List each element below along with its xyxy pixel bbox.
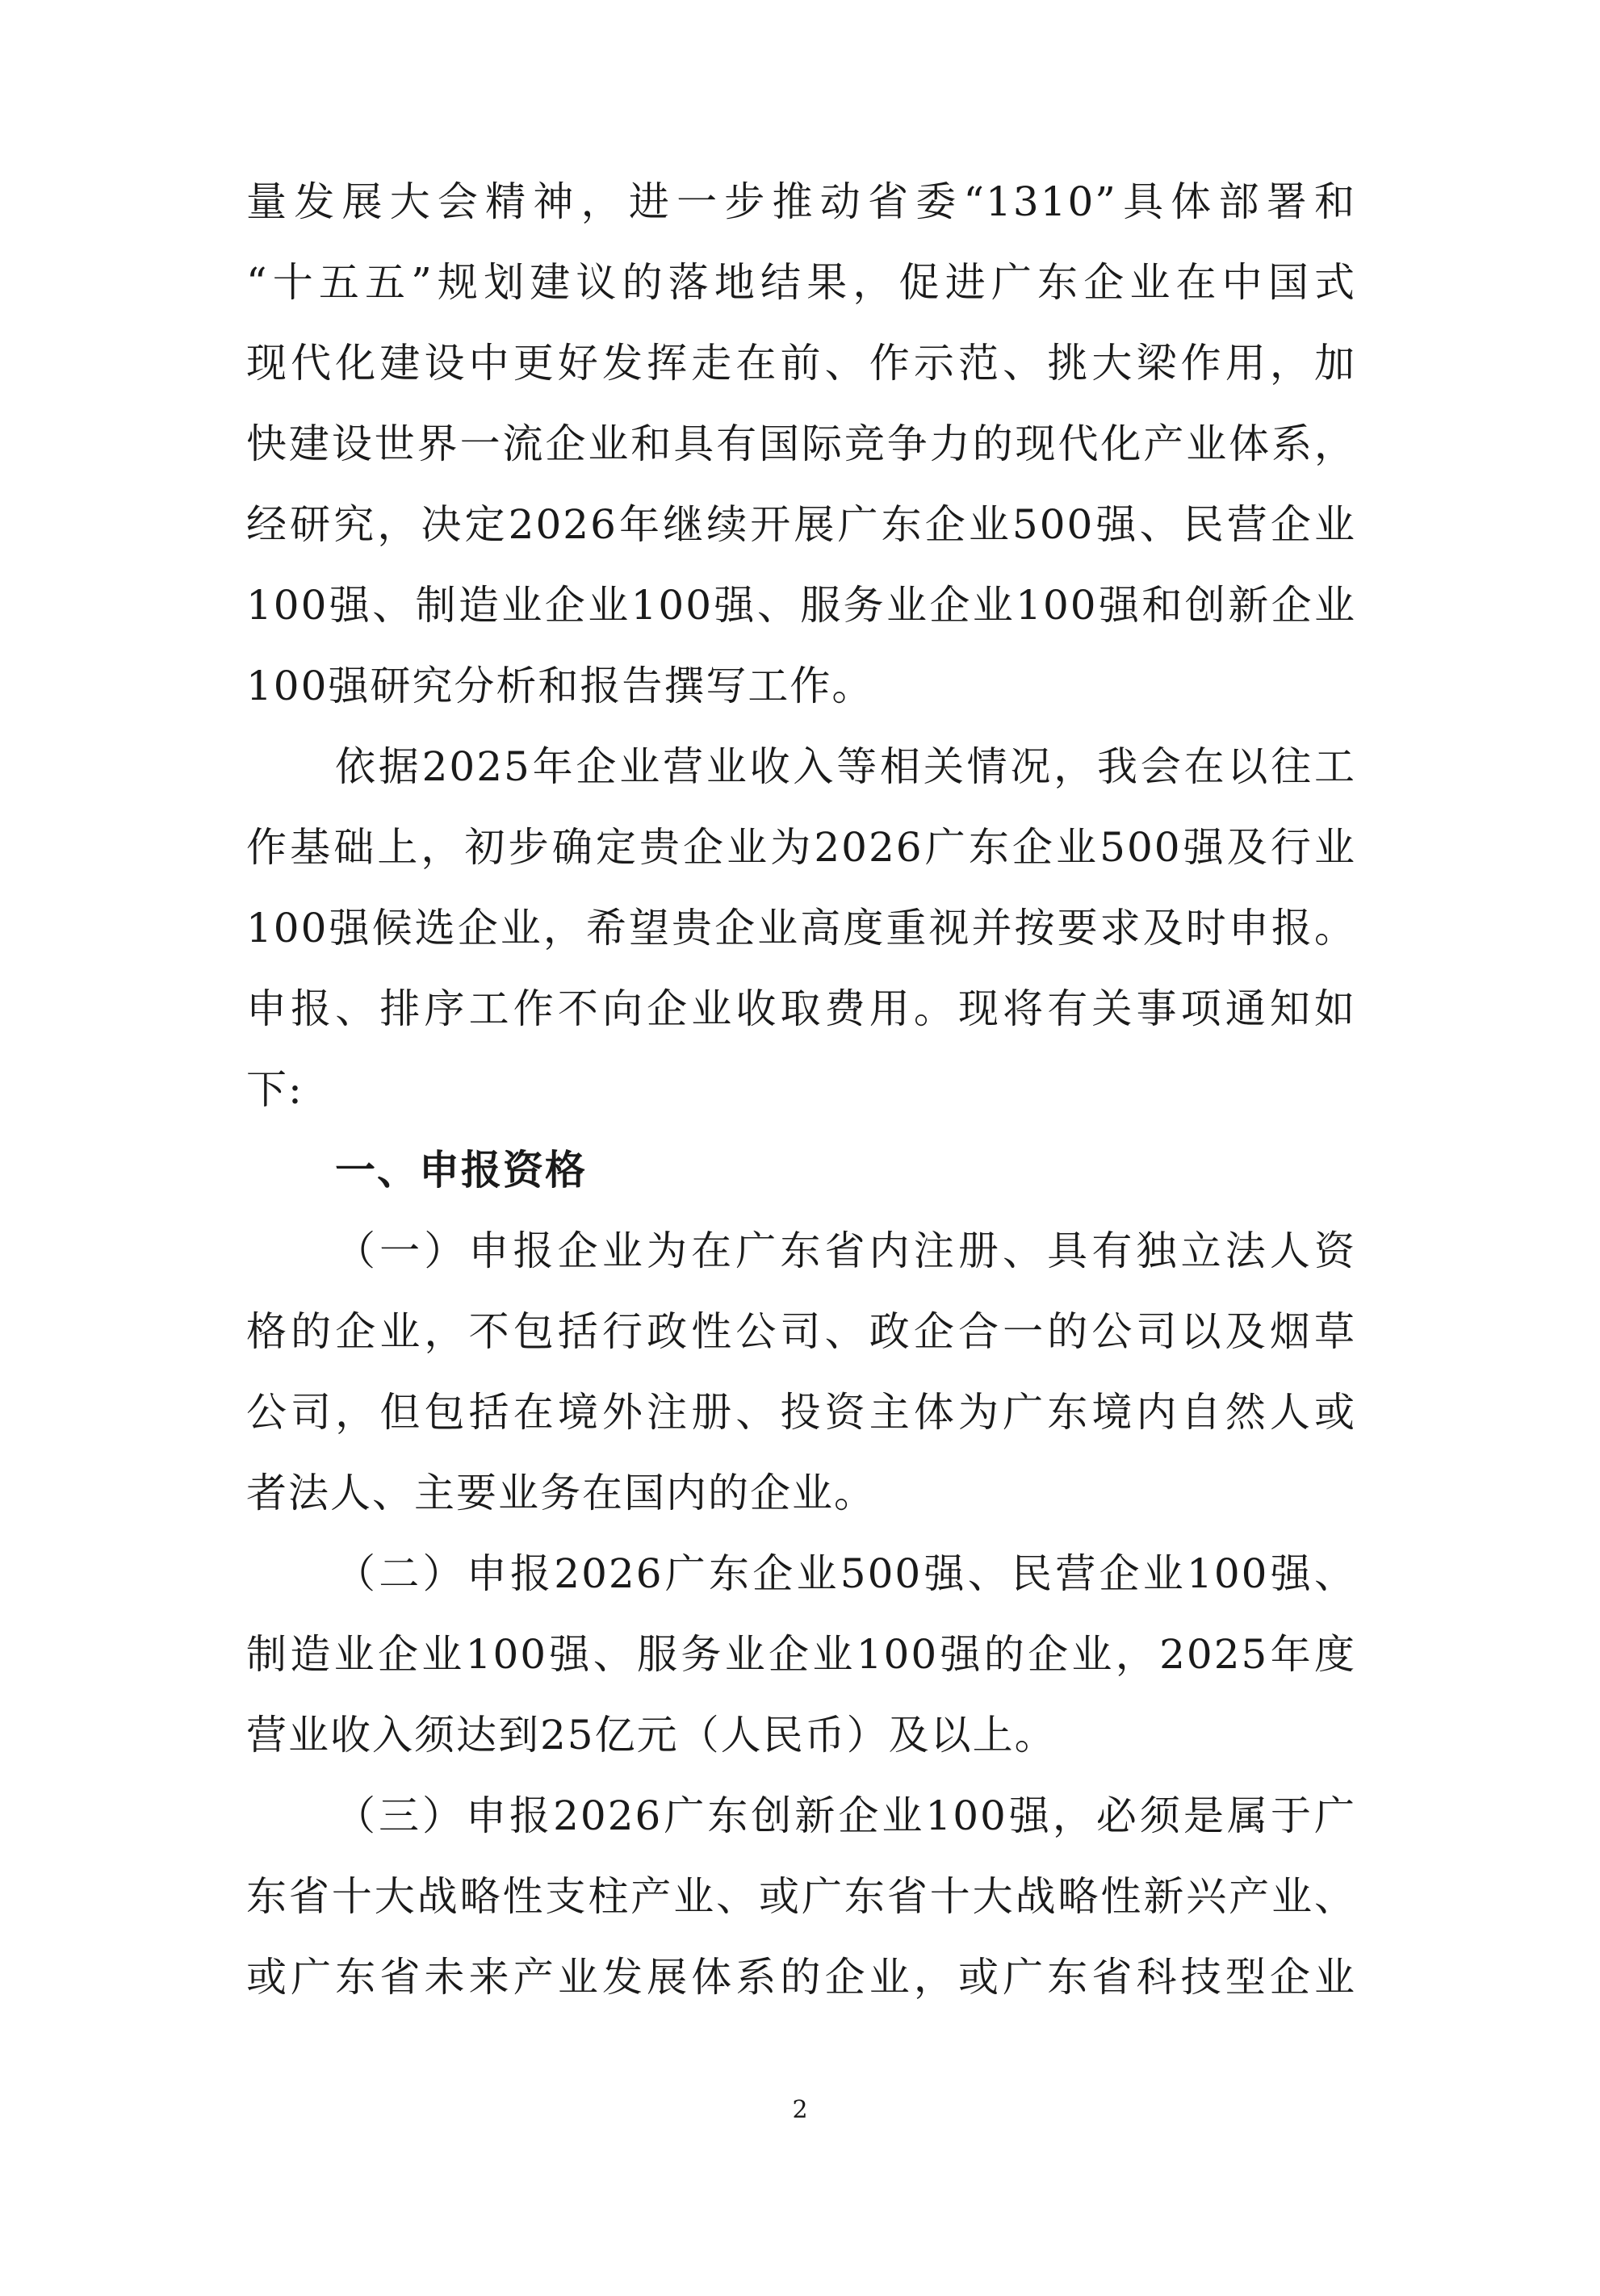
text-line: （二）申报2026广东企业500强、民营企业100强、: [335, 1550, 1356, 1597]
text-line: 量发展大会精神，进一步推动省委“1310”具体部署和: [246, 178, 1356, 225]
text-line: 快建设世界一流企业和具有国际竞争力的现代化产业体系，: [246, 420, 1356, 467]
page-number: 2: [792, 2096, 808, 2124]
text-line: 制造业企业100强、服务业企业100强的企业，2025年度: [246, 1631, 1356, 1678]
text-line: 100强、制造业企业100强、服务业企业100强和创新企业: [246, 582, 1356, 629]
text-line: 作基础上，初步确定贵企业为2026广东企业500强及行业: [246, 824, 1356, 871]
text-line: 公司，但包括在境外注册、投资主体为广东境内自然人或: [246, 1389, 1356, 1436]
text-line: 者法人、主要业务在国内的企业。: [246, 1470, 876, 1516]
text-line: （三）申报2026广东创新企业100强，必须是属于广: [335, 1792, 1356, 1839]
text-line: 东省十大战略性支柱产业、或广东省十大战略性新兴产业、: [246, 1873, 1356, 1920]
text-line: 100强研究分析和报告撰写工作。: [246, 663, 874, 709]
text-line: 依据2025年企业营业收入等相关情况，我会在以往工: [335, 743, 1356, 790]
section-heading: 一、申报资格: [335, 1147, 587, 1194]
text-line: 现代化建设中更好发挥走在前、作示范、挑大梁作用，加: [246, 340, 1356, 387]
text-line: 100强候选企业，希望贵企业高度重视并按要求及时申报。: [246, 905, 1356, 951]
text-line: 下:: [246, 1066, 304, 1113]
text-line: （一）申报企业为在广东省内注册、具有独立法人资: [335, 1227, 1356, 1274]
text-line: “十五五”规划建议的落地结果，促进广东企业在中国式: [246, 259, 1356, 306]
text-line: 营业收入须达到25亿元（人民币）及以上。: [246, 1712, 1057, 1759]
text-line: 格的企业，不包括行政性公司、政企合一的公司以及烟草: [246, 1308, 1356, 1355]
text-line: 申报、排序工作不向企业收取费用。现将有关事项通知如: [246, 985, 1356, 1032]
text-line: 或广东省未来产业发展体系的企业，或广东省科技型企业: [246, 1954, 1356, 2001]
text-line: 经研究，决定2026年继续开展广东企业500强、民营企业: [246, 501, 1356, 548]
